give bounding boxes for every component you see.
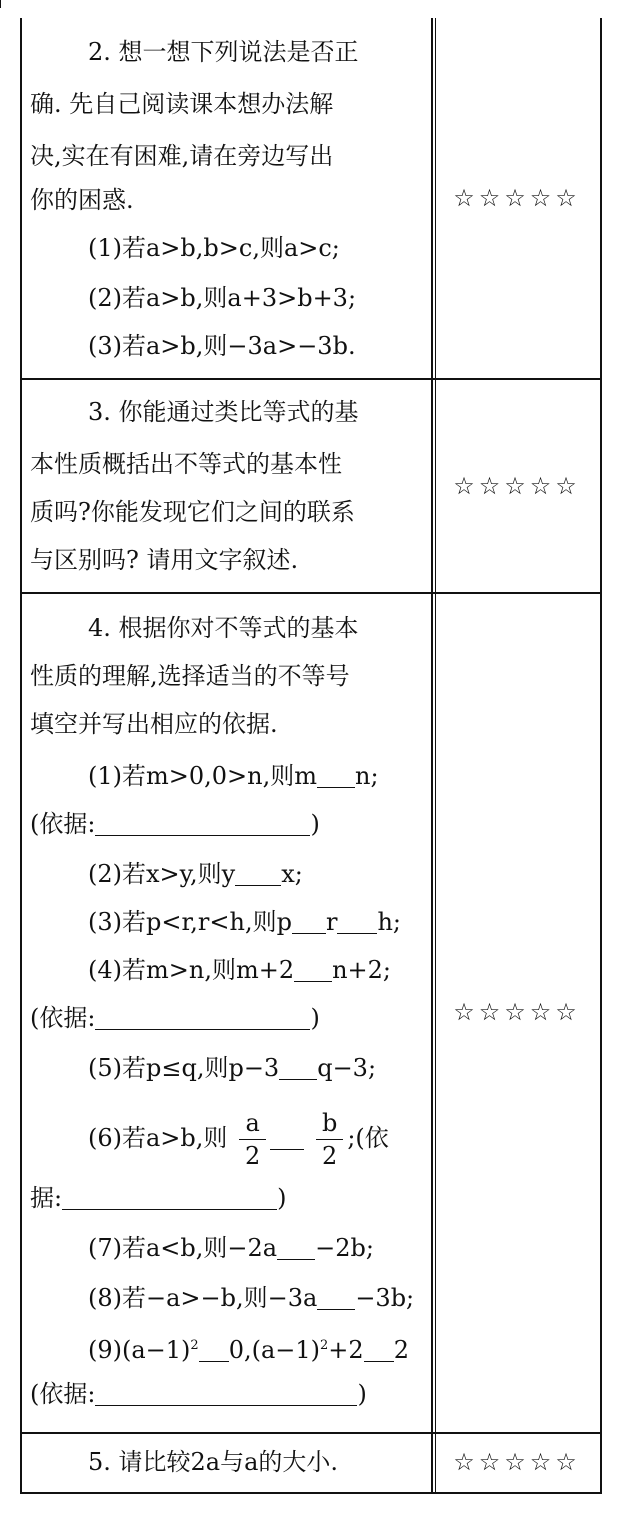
table-border-bottom [20,1492,602,1494]
row-divider-2 [20,592,602,594]
q4-basis-4: (依据: ) [30,1004,320,1032]
q3-line-2: 本性质概括出不等式的基本性 [30,450,342,478]
q4-item-4: (4)若m>n,则m+2 n+2; [88,956,392,984]
answer-blank[interactable] [292,909,326,934]
q4-basis-9: (依据: ) [30,1380,367,1408]
q2-line-4: 你的困惑. [30,186,134,214]
q3-line-4: 与区别吗? 请用文字叙述. [30,546,299,574]
basis-blank[interactable] [95,1005,310,1030]
q4-line-2: 性质的理解,选择适当的不等号 [30,662,350,690]
q2-rating-stars: ☆☆☆☆☆ [453,184,581,212]
basis-blank[interactable] [62,1185,277,1210]
answer-blank[interactable] [199,1337,229,1362]
q2-item-3: (3)若a>b,则−3a>−3b. [88,332,356,360]
q4-item-3: (3)若p<r,r<h,则p r h; [88,908,401,936]
basis-blank[interactable] [95,1381,357,1406]
q3-rating-stars: ☆☆☆☆☆ [453,472,581,500]
answer-blank[interactable] [337,909,377,934]
answer-blank[interactable] [364,1337,394,1362]
answer-blank[interactable] [279,1055,317,1080]
q2-item-2: (2)若a>b,则a+3>b+3; [88,284,357,312]
q2-item-1: (1)若a>b,b>c,则a>c; [88,234,340,262]
q4-basis-6: 据: ) [30,1184,287,1212]
row-divider-3 [20,1432,602,1434]
q2-line-3: 决,实在有困难,请在旁边写出 [30,142,334,170]
q4-item-6: (6)若a>b,则 $\frac{a}{2}$ $\frac{b}{2}$ ;(依 [88,1109,389,1170]
q4-item-1: (1)若m>0,0>n,则m n; [88,762,379,790]
table-border-mid-b [435,18,436,1494]
answer-blank[interactable] [277,1235,315,1260]
q4-item-7: (7)若a<b,则−2a −2b; [88,1234,374,1262]
page-edge-left [0,0,1,8]
q4-rating-stars: ☆☆☆☆☆ [453,998,581,1026]
q4-basis-1: (依据: ) [30,810,320,838]
q4-item-5: (5)若p≤q,则p−3 q−3; [88,1054,377,1082]
q4-item-9: $(9)(a-1)^2$ $0,(a-1)^2+2$ 2 [88,1336,409,1364]
fraction-a-over-2: $\frac{a}{2}$ [239,1111,266,1168]
table-border-right [600,18,602,1494]
q4-item-8: (8)若−a>−b,则−3a −3b; [88,1284,415,1312]
answer-blank[interactable] [317,1285,355,1310]
fraction-b-over-2: $\frac{b}{2}$ [316,1111,343,1168]
q3-line-3: 质吗?你能发现它们之间的联系 [30,498,355,526]
q5-text: 5. 请比较2a与a的大小. [88,1448,339,1476]
q2-line-1: 2. 想一想下列说法是否正 [88,38,359,66]
answer-blank[interactable] [317,763,355,788]
answer-blank[interactable] [235,861,281,886]
basis-blank[interactable] [95,811,310,836]
q4-item-2: (2)若x>y,则y x; [88,860,303,888]
q4-line-3: 填空并写出相应的依据. [30,710,278,738]
table-border-mid-a [431,18,433,1494]
q2-line-2: 确. 先自己阅读课本想办法解 [30,90,334,118]
answer-blank[interactable] [294,957,332,982]
row-divider-1 [20,378,602,380]
q3-line-1: 3. 你能通过类比等式的基 [88,398,359,426]
q4-line-1: 4. 根据你对不等式的基本 [88,614,359,642]
answer-blank[interactable] [270,1125,304,1150]
q5-rating-stars: ☆☆☆☆☆ [453,1448,581,1476]
